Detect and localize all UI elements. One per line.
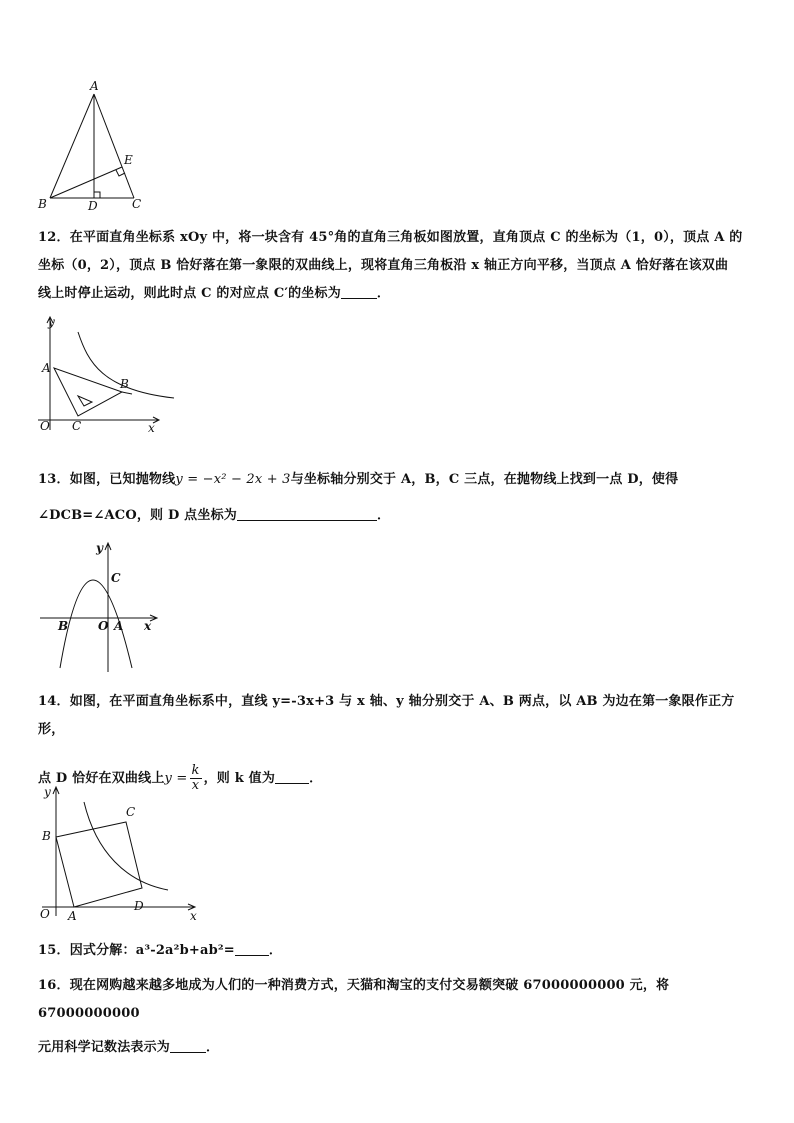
- label-o: O: [40, 907, 50, 921]
- label-c: C: [126, 805, 136, 819]
- answer-blank[interactable]: [237, 506, 377, 521]
- label-a: A: [42, 361, 51, 375]
- answer-blank[interactable]: [341, 284, 377, 299]
- figure-q12-coordinate: [36, 312, 166, 437]
- question-16: [38, 972, 758, 1062]
- figure-triangle-abc: [30, 80, 160, 215]
- label-e: E: [124, 153, 133, 167]
- label-o: O: [40, 419, 50, 433]
- answer-blank[interactable]: [235, 941, 269, 956]
- question-15-line1: 15．因式分解：a³-2a²b+ab²= ．: [38, 943, 283, 958]
- right-angle-mark-d: [94, 192, 100, 198]
- triangle-inner-hole: [78, 396, 92, 406]
- label-y: y: [44, 785, 51, 799]
- label-c: C: [72, 419, 82, 433]
- question-14: [38, 688, 758, 793]
- segment-ac: [94, 94, 134, 198]
- label-a: A: [68, 909, 77, 923]
- answer-blank[interactable]: [170, 1038, 206, 1053]
- question-12-line1: 12．在平面直角坐标系 xOy 中，将一块含有 45°角的直角三角板如图放置，直角顶点 C 的坐标为（1，0），顶点 A 的: [38, 230, 743, 245]
- question-number: 12．: [38, 230, 70, 245]
- question-number: 13．: [38, 472, 70, 487]
- figure-q14-square: [36, 782, 206, 927]
- question-12: [38, 224, 758, 308]
- label-b: B: [58, 619, 69, 633]
- label-a: A: [90, 79, 99, 93]
- label-d: D: [88, 199, 98, 213]
- label-b: B: [120, 377, 129, 391]
- fraction-k-over-x: $\frac{k}{x}$: [191, 763, 200, 793]
- question-13: [38, 466, 758, 530]
- triangle-abc: [54, 368, 122, 416]
- hyperbola-extension: [122, 392, 132, 394]
- square-abcd: [56, 822, 142, 907]
- question-12-line2: 坐标（0，2），顶点 B 恰好落在第一象限的双曲线上，现将直角三角板沿 x 轴正方向平移，当顶点 A 恰好落在该双曲: [38, 258, 729, 273]
- question-14-line1: 14．如图，在平面直角坐标系中，直线 y=-3x+3 与 x 轴、y 轴分别交于 A、B 两点，以 AB 为边在第一象限作正方形，: [38, 694, 735, 737]
- question-number: 15．: [38, 943, 70, 958]
- label-x: x: [144, 619, 152, 633]
- label-x: x: [148, 421, 155, 435]
- label-o: O: [98, 619, 109, 633]
- question-16-line2: 元用科学记数法表示为 ．: [38, 1040, 220, 1055]
- question-13-line2: ∠DCB=∠ACO，则 D 点坐标为 ．: [38, 508, 391, 523]
- parabola-formula: y = −x² − 2x + 3: [175, 472, 291, 487]
- figure-q13-parabola: [38, 538, 168, 678]
- question-12-line3: 线上时停止运动，则此时点 C 的对应点 C′的坐标为 ．: [38, 286, 391, 301]
- label-b: B: [38, 197, 47, 211]
- label-a: A: [114, 619, 124, 633]
- question-15: [38, 937, 758, 965]
- question-14-line2: 点 D 恰好在双曲线上y = $\frac{k}{x}$ ，则 k 值为 ．: [38, 763, 323, 793]
- question-13-line1: 13．如图，已知抛物线y = −x² − 2x + 3与坐标轴分别交于 A，B，C 三点，在抛物线上找到一点 D，使得: [38, 472, 679, 487]
- label-c: C: [132, 197, 142, 211]
- label-c: C: [111, 571, 121, 585]
- label-y: y: [96, 541, 103, 555]
- label-d: D: [134, 899, 144, 913]
- label-b: B: [42, 829, 51, 843]
- label-x: x: [190, 909, 197, 923]
- answer-blank[interactable]: [275, 769, 309, 784]
- question-16-line1: 16．现在网购越来越多地成为人们的一种消费方式，天猫和淘宝的支付交易额突破 67000000000 元，将 67000000000: [38, 978, 670, 1021]
- question-number: 16．: [38, 978, 70, 993]
- label-y: y: [48, 315, 55, 329]
- question-number: 14．: [38, 694, 70, 709]
